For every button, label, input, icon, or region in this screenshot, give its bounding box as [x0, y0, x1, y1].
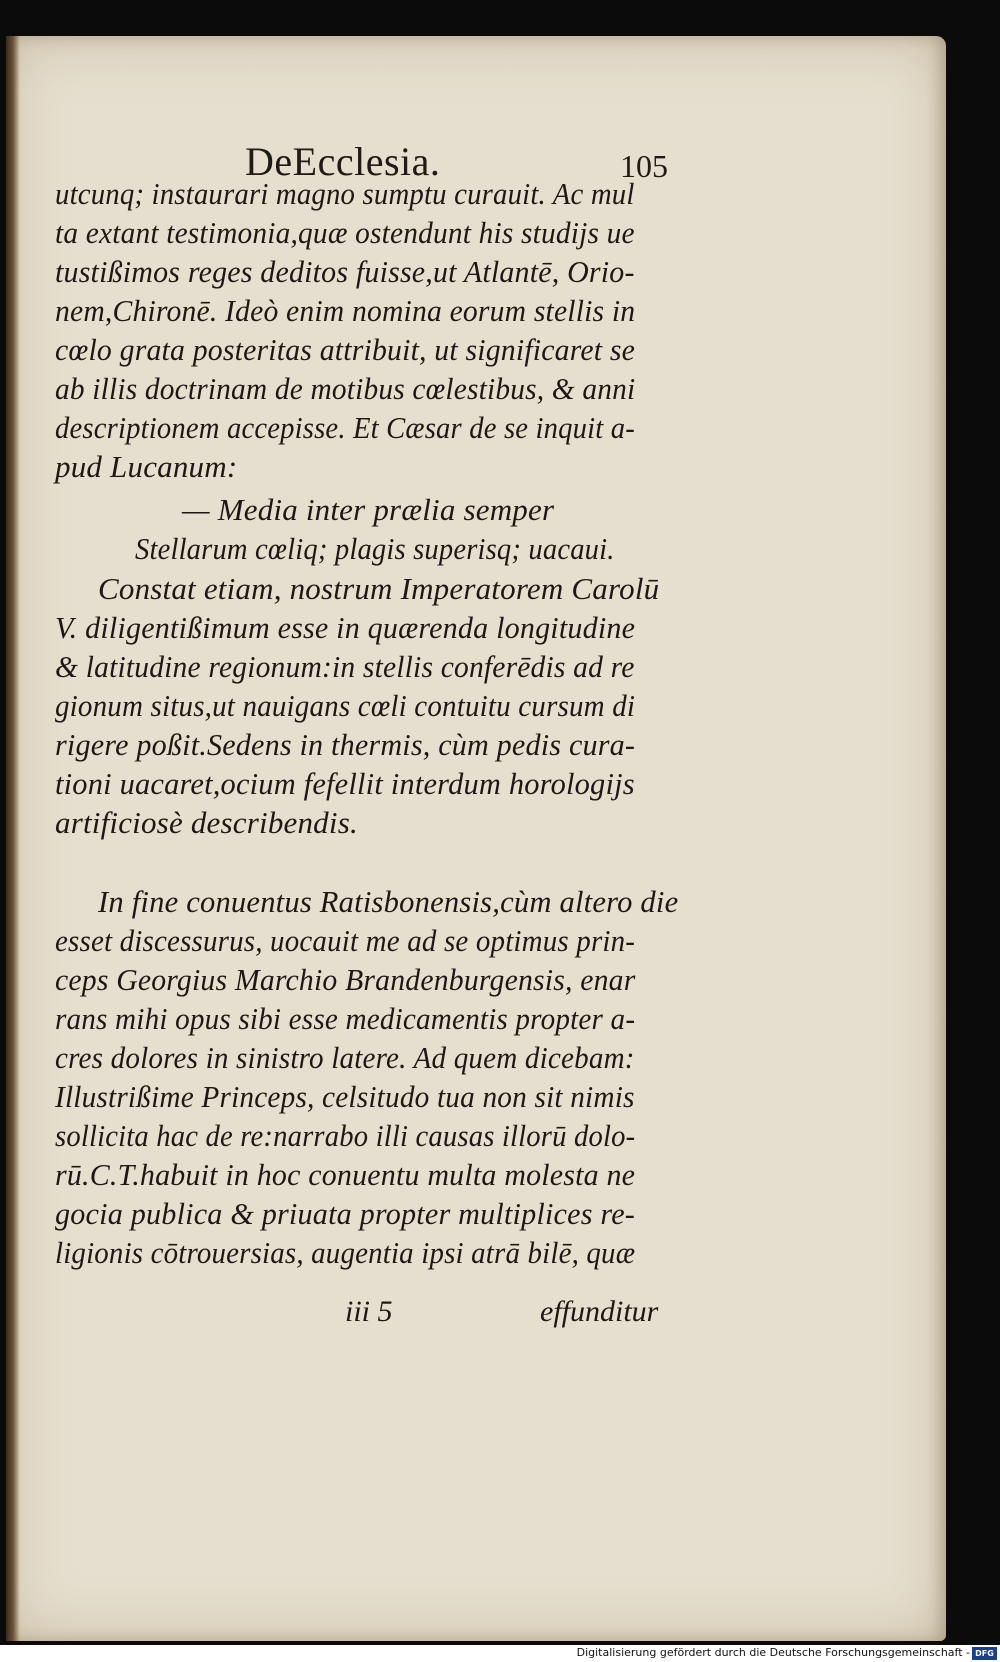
text-line: descriptionem accepisse. Et Cæsar de se inquit a- [55, 410, 635, 445]
text-line: artificiosè describendis. [55, 805, 358, 840]
text-line: esset discessurus, uocauit me ad se optimus prin- [55, 923, 636, 958]
page-gutter-shadow [6, 36, 20, 1641]
verse-line: — Media inter prælia semper [182, 492, 555, 527]
text-line: sollicita hac de re:narrabo illi causas illorū dolo- [55, 1118, 636, 1153]
text-line: Illustrißime Princeps, celsitudo tua non sit nimis [55, 1079, 635, 1114]
text-line: ceps Georgius Marchio Brandenburgensis, enar [55, 962, 636, 997]
text-line: rigere poßit.Sedens in thermis, cùm pedis cura- [55, 727, 636, 762]
running-title: DeEcclesia. [245, 139, 441, 184]
text-line: ligionis cōtrouersias, augentia ipsi atrā bilē, quæ [55, 1235, 636, 1270]
text-line: nem,Chironē. Ideò enim nomina eorum stellis in [55, 293, 636, 328]
verse-line: Stellarum cœliq; plagis superisq; uacaui. [135, 531, 615, 566]
signature-mark: iii 5 [345, 1295, 393, 1328]
text-line: gocia publica & priuata propter multiplices re- [55, 1196, 636, 1231]
dfg-logo: DFG [972, 1647, 997, 1660]
text-line: ab illis doctrinam de motibus cœlestibus, & anni [55, 371, 636, 406]
text-line: ta extant testimonia,quæ ostendunt his studijs ue [55, 215, 635, 250]
credit-bar [0, 1645, 1000, 1662]
text-line: cœlo grata posteritas attribuit, ut significaret se [55, 332, 636, 367]
text-line: & latitudine regionum:in stellis conferēdis ad re [55, 649, 635, 684]
text-line: cres dolores in sinistro latere. Ad quem dicebam: [55, 1040, 635, 1075]
text-line: gionum situs,ut nauigans cœli contuitu cursum di [55, 688, 636, 723]
credit-text: Digitalisierung gefördert durch die Deutsche Forschungsgemeinschaft - [576, 1646, 970, 1659]
text-line: V. diligentißimum esse in quærenda longitudine [55, 610, 636, 645]
text-line: pud Lucanum: [55, 449, 238, 484]
text-line: rū.C.T.habuit in hoc conuentu multa molesta ne [55, 1157, 636, 1192]
text-line: utcunq; instaurari magno sumptu curauit. Ac mul [55, 176, 635, 211]
text-line: Constat etiam, nostrum Imperatorem Carolū [98, 571, 660, 606]
page-number: 105 [620, 148, 668, 184]
text-line: In fine conuentus Ratisbonensis,cùm altero die [98, 884, 679, 919]
text-line: tustißimos reges deditos fuisse,ut Atlantē, Orio- [55, 254, 635, 289]
catchword: effunditur [540, 1295, 659, 1328]
text-line: tioni uacaret,ocium fefellit interdum horologijs [55, 766, 635, 801]
text-line: rans mihi opus sibi esse medicamentis propter a- [55, 1001, 636, 1036]
